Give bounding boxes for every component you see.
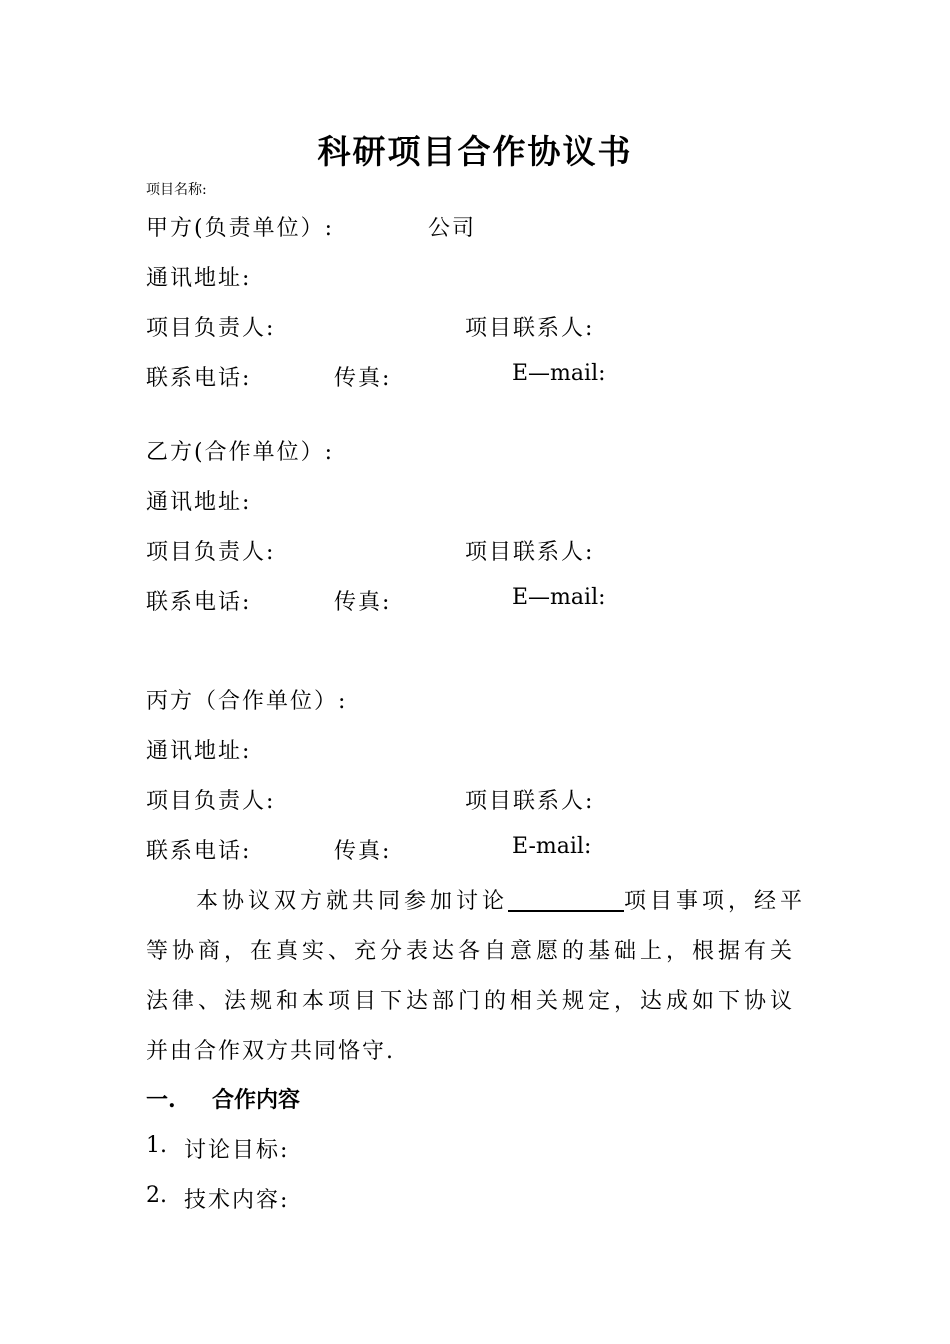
document-title: 科研项目合作协议书	[317, 132, 633, 171]
party-b-email: E—mail:	[512, 585, 606, 610]
project-name-label: 项目名称:	[146, 182, 207, 198]
body-line-3: 法律、法规和本项目下达部门的相关规定，达成如下协议	[146, 989, 797, 1014]
party-b-fax: 传真:	[334, 590, 392, 615]
party-a-leader: 项目负责人:	[146, 316, 276, 341]
party-c-contact: 项目联系人:	[465, 789, 595, 814]
body-line-1-before: 本协议双方就共同参加讨论	[196, 889, 509, 914]
body-line-1	[196, 884, 806, 915]
party-b-phone: 联系电话:	[146, 590, 252, 615]
section-1-title: 合作内容	[212, 1087, 301, 1113]
section-1-number: 一.	[146, 1087, 176, 1113]
project-name-blank	[508, 886, 624, 912]
body-line-1-after: 项目事项，经平	[624, 889, 807, 914]
party-c-email: E-mail:	[512, 834, 592, 859]
party-c-phone: 联系电话:	[146, 839, 252, 864]
party-b-contact: 项目联系人:	[465, 540, 595, 565]
party-c-leader: 项目负责人:	[146, 789, 276, 814]
party-a-address: 通讯地址:	[146, 266, 252, 291]
party-b-address: 通讯地址:	[146, 490, 252, 515]
party-a-phone: 联系电话:	[146, 366, 252, 391]
party-a-contact: 项目联系人:	[465, 316, 595, 341]
party-a-email: E—mail:	[512, 361, 606, 386]
party-b-header: 乙方(合作单位）:	[146, 440, 334, 465]
party-c-fax: 传真:	[334, 839, 392, 864]
party-c-address: 通讯地址:	[146, 739, 252, 764]
party-a-company: 公司	[428, 216, 477, 241]
body-line-4: 并由合作双方共同恪守.	[146, 1039, 395, 1064]
party-a-header: 甲方(负责单位）:	[146, 216, 334, 241]
item-2-label: 技术内容:	[184, 1188, 290, 1213]
body-line-2: 等协商，在真实、充分表达各自意愿的基础上，根据有关	[146, 939, 797, 964]
item-2-number: 2.	[146, 1183, 167, 1208]
party-a-fax: 传真:	[334, 366, 392, 391]
party-b-leader: 项目负责人:	[146, 540, 276, 565]
party-c-header: 丙方（合作单位）:	[146, 689, 348, 714]
item-1-number: 1.	[146, 1133, 167, 1158]
item-1-label: 讨论目标:	[184, 1138, 290, 1163]
